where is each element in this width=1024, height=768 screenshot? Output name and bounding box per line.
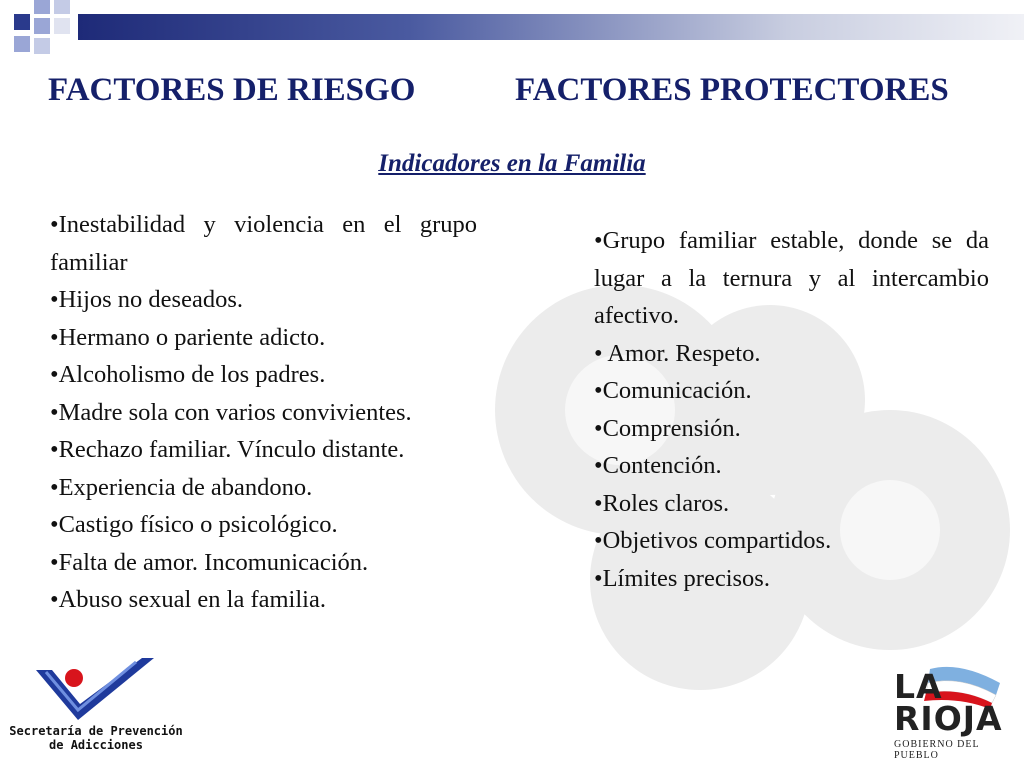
list-item: •Madre sola con varios convivientes.: [50, 398, 412, 426]
list-item: •Roles claros.: [594, 489, 730, 517]
header-gradient-bar: [78, 14, 1024, 40]
logo-text-rioja: RIOJA: [894, 699, 1003, 738]
logo-caption-line2: de Adicciones: [49, 738, 143, 752]
logo-caption-line1: Secretaría de Prevención: [9, 724, 183, 738]
list-item: •Inestabilidad y violencia en el grupo familiar: [50, 211, 477, 276]
list-item: •Falta de amor. Incomunicación.: [50, 548, 369, 576]
list-item: •Comprensión.: [594, 414, 741, 442]
list-item: •Castigo físico o psicológico.: [50, 511, 338, 538]
list-item: •Alcoholismo de los padres.: [50, 361, 326, 388]
protective-factors-list: [594, 222, 989, 597]
la-rioja-logo: [880, 655, 1020, 765]
corner-squares-decoration: [0, 0, 80, 60]
checkmark-v-logo-icon: [30, 652, 160, 724]
list-item: •Rechazo familiar. Vínculo distante.: [50, 436, 405, 463]
subtitle-family-indicators: Indicadores en la Familia: [378, 150, 646, 177]
list-item: •Hijos no deseados.: [50, 286, 243, 313]
title-protective-factors: FACTORES PROTECTORES: [515, 72, 949, 108]
list-item: •Abuso sexual en la familia.: [50, 586, 326, 613]
list-item: •Límites precisos.: [594, 564, 770, 592]
logo-tagline: GOBIERNO DEL PUEBLO: [894, 739, 980, 761]
risk-factors-list: [50, 206, 477, 619]
list-item: •Contención.: [594, 452, 722, 479]
list-item: • Amor. Respeto.: [594, 339, 761, 367]
list-item: •Comunicación.: [594, 377, 752, 404]
list-item: •Grupo familiar estable, donde se da lugar a la ternura y al intercambio afectivo.: [594, 227, 989, 329]
secretaria-logo: [0, 652, 190, 768]
logo-text-la: LA: [894, 667, 943, 706]
list-item: •Experiencia de abandono.: [50, 473, 313, 501]
list-item: •Hermano o pariente adicto.: [50, 323, 326, 351]
list-item: •Objetivos compartidos.: [594, 527, 832, 554]
title-risk-factors: FACTORES DE RIESGO: [48, 72, 416, 108]
